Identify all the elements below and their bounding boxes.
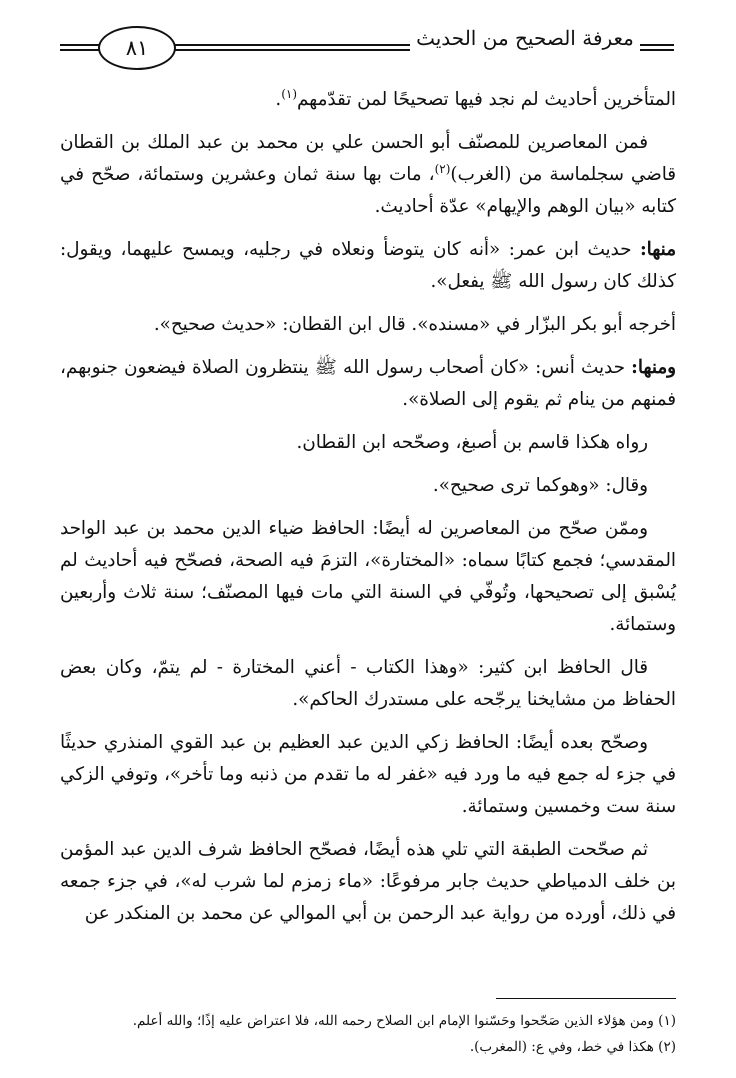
footnotes bbox=[60, 1008, 676, 1060]
main-text bbox=[60, 84, 676, 941]
paragraph: قال الحافظ ابن كثير: «وهذا الكتاب - أعني المختارة - لم يتمّ، وكان بعض الحفاظ من مشايخنا يرجّحه على مستدرك الحاكم». bbox=[60, 657, 676, 710]
header-rule-middle bbox=[172, 44, 410, 51]
footnote: (١) ومن هؤلاء الذين صَحّحوا وحَسّنوا الإمام ابن الصلاح رحمه الله، فلا اعتراض عليه إذًا؛ والله أعلم. bbox=[132, 1013, 676, 1029]
paragraph: منها: حديث ابن عمر: «أنه كان يتوضأ ونعلاه في رجليه، ويمسح عليهما، ويقول: كذلك كان رسول الله ﷺ يفعل». bbox=[60, 239, 676, 292]
paragraph: وقال: «وهوكما ترى صحيح». bbox=[432, 475, 648, 496]
footnote-ref: (١) bbox=[281, 86, 298, 101]
page-number: ٨١ bbox=[98, 26, 176, 70]
paragraph: المتأخرين أحاديث لم نجد فيها تصحيحًا لمن تقدّمهم$^{(١)}$. bbox=[275, 86, 676, 110]
lead-word: ومنها: bbox=[631, 357, 676, 378]
paragraph: ثم صحّحت الطبقة التي تلي هذه أيضًا، فصحّح الحافظ شرف الدين عبد المؤمن بن خلف الدمياطي حديث جابر مرفوعًا: «ماء زمزم لما شرب له»، في جزء جمعه في ذلك، أورده من رواية عبد الرحمن بن أبي الموالي عن محمد بن المنكدر عن bbox=[60, 839, 676, 924]
page-header bbox=[0, 18, 736, 68]
paragraph: رواه هكذا قاسم بن أصبغ، وصحّحه ابن القطان. bbox=[296, 432, 648, 453]
footnote-ref: (٢) bbox=[434, 161, 451, 176]
paragraph: أخرجه أبو بكر البزّار في «مسنده». قال ابن القطان: «حديث صحيح». bbox=[153, 314, 676, 335]
paragraph: فمن المعاصرين للمصنّف أبو الحسن علي بن محمد بن عبد الملك بن القطان قاضي سجلماسة من (الغرب)$^{(٢)}$، مات بها سنة ثمان وعشرين وستمائة، صحّح في كتابه «بيان الوهم والإيهام» عدّة أحاديث. bbox=[60, 132, 676, 217]
header-rule-right bbox=[640, 44, 674, 51]
paragraph: وممّن صحّح من المعاصرين له أيضًا: الحافظ ضياء الدين محمد بن عبد الواحد المقدسي؛ فجمع كتابًا سماه: «المختارة»، التزمَ فيه الصحة، فصحّح فيه أحاديث لم يُسْبق إلى تصحيحها، وتُوفّي في السنة التي مات فيها المصنّف؛ سنة ثلاث وأربعين وستمائة. bbox=[60, 518, 676, 635]
paragraph: وصحّح بعده أيضًا: الحافظ زكي الدين عبد العظيم بن عبد القوي المنذري حديثًا في جزء له جمع فيه ما ورد فيه «غفر له ما تقدم من ذنبه وما تأخر»، وتوفي الزكي سنة ست وخمسين وستمائة. bbox=[60, 732, 676, 817]
footnote-divider bbox=[496, 998, 676, 999]
lead-word: منها: bbox=[639, 239, 676, 260]
paragraph: ومنها: حديث أنس: «كان أصحاب رسول الله ﷺ ينتظرون الصلاة فيضعون جنوبهم، فمنهم من ينام ثم يقوم إلى الصلاة». bbox=[60, 357, 676, 410]
running-title: معرفة الصحيح من الحديث bbox=[416, 26, 634, 50]
footnote: (٢) هكذا في خط، وفي ع: (المغرب). bbox=[469, 1039, 676, 1055]
